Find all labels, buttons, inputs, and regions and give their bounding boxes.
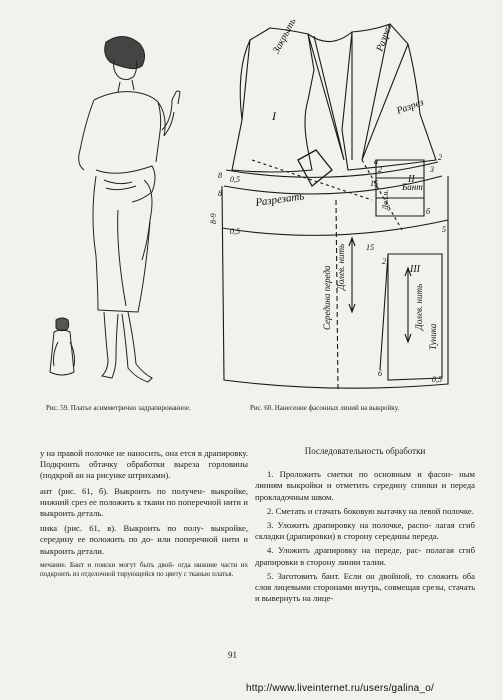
num-15a: 15 <box>370 179 378 188</box>
num-8-9: 8-9 <box>209 213 218 224</box>
num-8a: 8 <box>218 171 222 180</box>
section-heading: Последовательность обработки <box>304 446 426 456</box>
left-paragraph-3: ника (рис. 61, в). Выкроить по полу- выкройке, середину ее положить по до- или поперечной нити и выкроить детали. <box>40 523 248 556</box>
fig60-pattern-diagram <box>209 10 477 400</box>
left-paragraph-1: у на правой полочке не наносить, она ется в драпировку. Подкроить обтачку обработки выреза горловины (подкрой ан на рисунке штрихами). <box>40 448 248 481</box>
left-note: мечание. Бант и пояски могут быть двой- огда нижние части их подкроить из отделочной тирующейся по цвету с тканью платья. <box>40 560 248 578</box>
watermark-url: http://www.liveinternet.ru/users/galina_o/ <box>246 683 434 694</box>
label-seredina: Середина переда <box>322 265 332 330</box>
step-1: 1. Проложить сметки по основным и фасон- ным линиям выкройки и отметить середину спинки и переда прокладочным швом. <box>255 469 475 502</box>
num-05b: 0,5 <box>230 227 240 236</box>
figure-59-caption: Рис. 59. Платье асимметрично задрапированное. <box>46 404 191 412</box>
step-5: 5. Заготовить бант. Если он двойной, то сложить оба слоя лицевыми сторонами внутрь, совмещая срезы, стачать и вывернуть на лице- <box>255 570 475 604</box>
num-05a: 0,5 <box>230 175 240 184</box>
page-number: 91 <box>228 650 237 660</box>
label-razrez-right: Разрез <box>395 96 426 117</box>
label-bant: Бант <box>402 182 423 192</box>
label-dol-n: Дол.н. <box>381 189 390 210</box>
roman-1: I <box>272 109 276 123</box>
num-5: 5 <box>442 225 446 234</box>
label-zakryt: Закрыть <box>270 16 299 56</box>
num-b: б <box>426 207 431 216</box>
roman-3: III <box>410 264 420 275</box>
step-3: 3. Уложить драпировку на полочке, распо- лагая сгиб складки (драпировки) в сторону середины переда. <box>255 520 475 542</box>
step-4: 4. Уложить драпировку на переде, рас- полагая сгиб драпировки в сторону линии талии. <box>255 545 475 567</box>
left-text-column <box>40 448 248 583</box>
roman-2: II <box>408 174 415 185</box>
num-2b: 2 <box>382 257 386 266</box>
right-text-column <box>255 446 475 607</box>
num-15b: 15 <box>366 243 374 252</box>
fig59-dress-illustration <box>34 30 224 400</box>
num-2a: 2 <box>378 165 382 174</box>
num-05c: 0,5 <box>432 375 442 384</box>
num-3: 3 <box>430 165 434 174</box>
left-paragraph-2: ант (рис. 61, б). Выкроить по получен- выкройке, нижний срез ее положить к ткани по поперечной нити и выкроить деталь. <box>40 485 248 519</box>
num-2c: 2 <box>438 153 442 162</box>
label-dolev-nit-left: Долев. нить <box>336 243 346 290</box>
num-8b: 8 <box>218 189 222 198</box>
step-2: 2. Сметать и стачать боковую вытачку на левой полочке. <box>267 505 474 516</box>
num-a: а <box>374 157 378 166</box>
num-6: 6 <box>378 369 382 378</box>
label-tunika: Туника <box>428 323 438 350</box>
label-dolev-nit-right: Долев. нить <box>414 283 424 330</box>
label-razrezat: Разрезать <box>254 190 306 209</box>
figure-60-caption: Рис. 60. Нанесение фасонных линий на выкройку. <box>250 404 400 412</box>
label-razrez-top: Разрез <box>374 23 395 54</box>
